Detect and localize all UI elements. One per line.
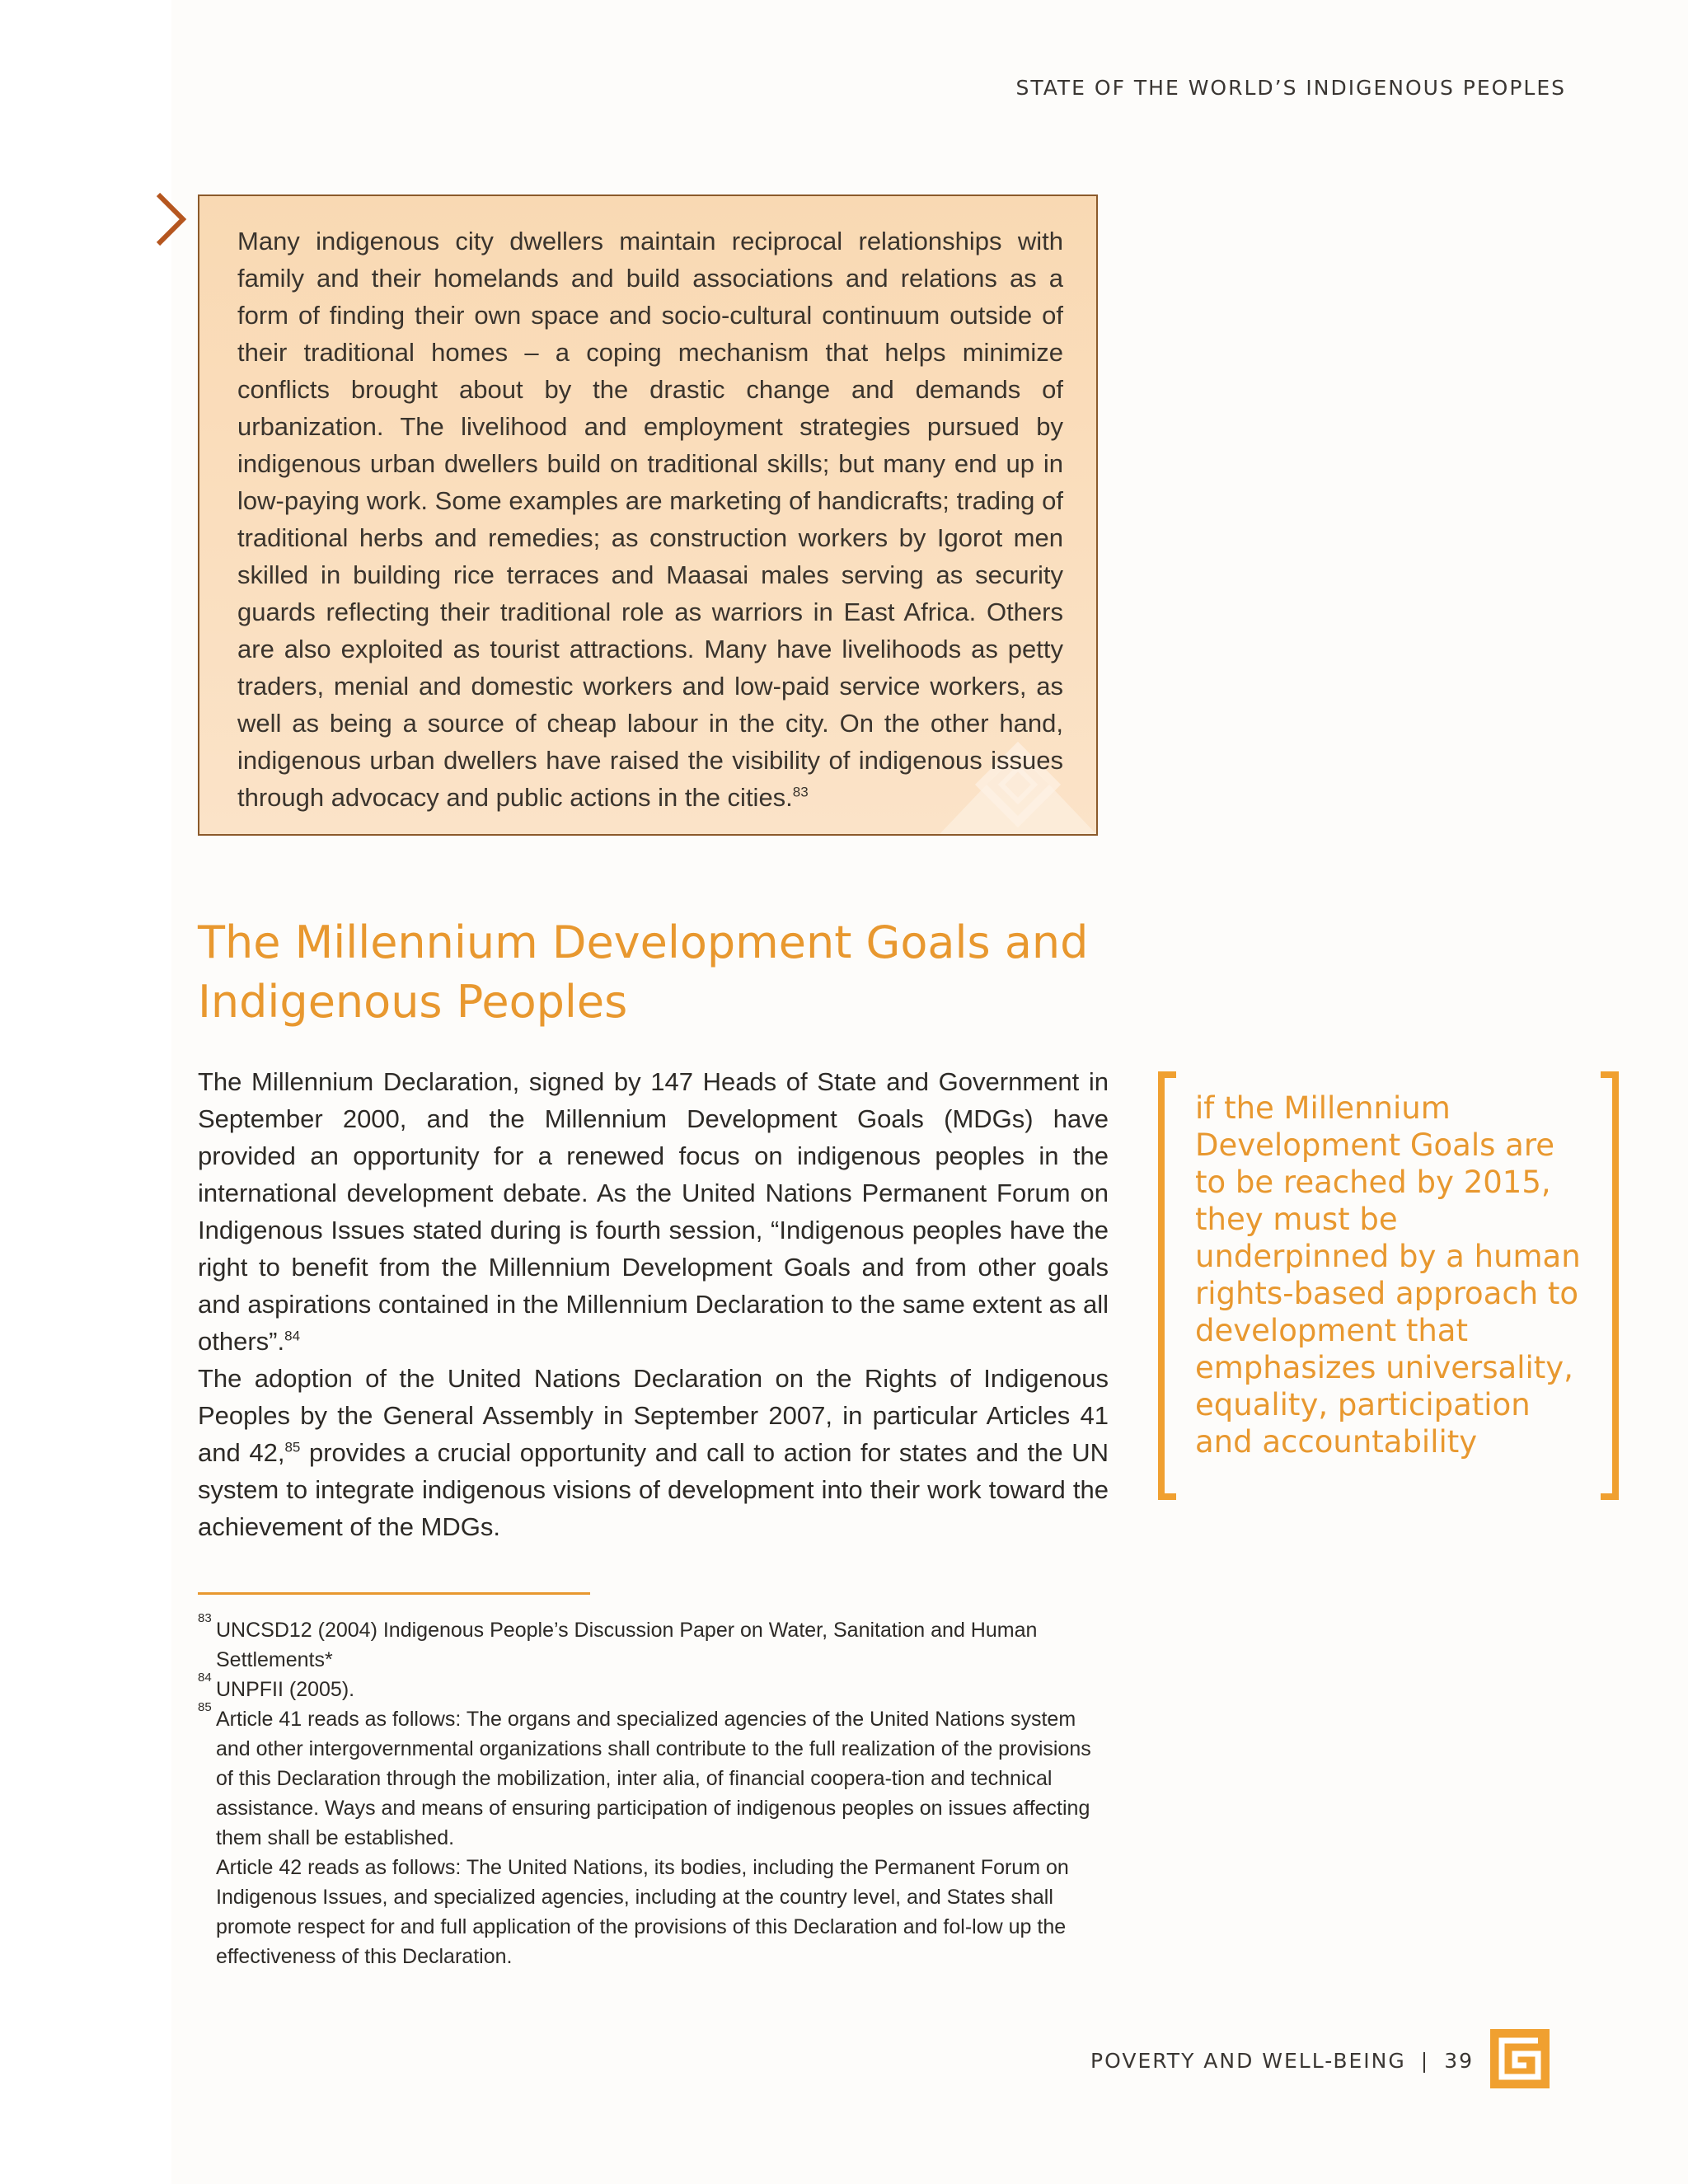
running-header: STATE OF THE WORLD’S INDIGENOUS PEOPLES (1015, 76, 1566, 100)
footer-separator: | (1420, 2049, 1430, 2073)
pull-quote: if the Millennium Development Goals are to be reached by 2015, they must be underpinned by a human rights-based approach to development that emphasizes universality, equality, participation and accountability (1195, 1090, 1581, 1460)
footer-section-name: POVERTY AND WELL-BEING (1090, 2049, 1406, 2073)
footnote-ref: 84 (284, 1328, 301, 1344)
pullquote-bracket-right (1601, 1071, 1619, 1500)
paragraph-text-b: provides a crucial opportunity and call to action for states and the UN system to integrate indigenous visions of development into their work toward the achievement of the MDGs. (198, 1438, 1109, 1541)
footnote-text: UNCSD12 (2004) Indigenous People’s Discussion Paper on Water, Sanitation and Human Settlements* (216, 1619, 1038, 1671)
footnote-number: 84 (198, 1671, 212, 1685)
page-footer (1090, 2049, 1474, 2073)
paragraph-text-a: The adoption of the United Nations Declaration on the Rights of Indigenous Peoples by the General Assembly in September 2007, in particular Articles 41 and 42, (198, 1364, 1109, 1467)
footnote-number: 83 (198, 1611, 212, 1625)
footnote (198, 1700, 1113, 1853)
footnotes (198, 1611, 1113, 1971)
footnote (198, 1671, 1113, 1704)
chevron-right-icon (153, 191, 188, 247)
pullquote-bracket-left (1158, 1071, 1176, 1500)
paragraph-text: The Millennium Declaration, signed by 147 Heads of State and Government in September 2000, and the Millennium Development Goals (MDGs) have provided an opportunity for a renewed focus on indigenous peoples in the international development debate. As the United Nations Permanent Forum on Indigenous Issues stated during is fourth session, “Indigenous peoples have the right to benefit from the Millennium Development Goals and from other goals and aspirations contained in the Millennium Declaration to the same extent as all others”. (198, 1067, 1109, 1356)
footnote-ref: 83 (792, 784, 809, 800)
footnote (198, 1853, 1113, 1971)
footnote-ref: 85 (284, 1439, 301, 1455)
section-heading: The Millennium Development Goals and Indigenous Peoples (198, 916, 1089, 1028)
footnote-text: Article 42 reads as follows: The United Nations, its bodies, including the Permanent Forum on Indigenous Issues, and specialized agencies, including at the country level, and States shall promote respect for and full application of the provisions of this Declaration and fol-low up the effectiveness of this Declaration. (216, 1856, 1069, 1968)
body-paragraph-2 (198, 1360, 1109, 1545)
callout-box (198, 194, 1098, 836)
footnote (198, 1611, 1113, 1675)
spiral-logo-icon (1490, 2029, 1550, 2088)
callout-body: Many indigenous city dwellers maintain reciprocal relationships with family and their homelands and build associations and relations as a form of finding their own space and socio-cultural continuum outside of their traditional homes – a coping mechanism that helps minimize conflicts brought about by the drastic change and demands of urbanization. The livelihood and employment strategies pursued by indigenous urban dwellers build on traditional skills; but many end up in low-paying work. Some examples are marketing of handicrafts; trading of traditional herbs and remedies; as construction workers by Igorot men skilled in building rice terraces and Maasai males serving as security guards reflecting their traditional role as warriors in East Africa. Others are also exploited as tourist attractions. Many have livelihoods as petty traders, menial and domestic workers and low-paid service workers, as well as being a source of cheap labour in the city. On the other hand, indigenous urban dwellers have raised the visibility of indigenous issues through advocacy and public actions in the cities. (237, 227, 1063, 812)
body-paragraph-1 (198, 1063, 1109, 1360)
page-number: 39 (1444, 2049, 1474, 2073)
footnote-number: 85 (198, 1700, 212, 1714)
footnote-text: Article 41 reads as follows: The organs and specialized agencies of the United Nations system and other intergovernmental organizations shall contribute to the full realization of the provisions of this Declaration through the mobilization, inter alia, of financial coopera-tion and technical assistance. Ways and means of ensuring participation of indigenous peoples on issues affecting them shall be established. (216, 1708, 1091, 1849)
callout-text (237, 223, 1063, 816)
footnote-text: UNPFII (2005). (216, 1678, 355, 1701)
footnote-divider (198, 1592, 590, 1595)
